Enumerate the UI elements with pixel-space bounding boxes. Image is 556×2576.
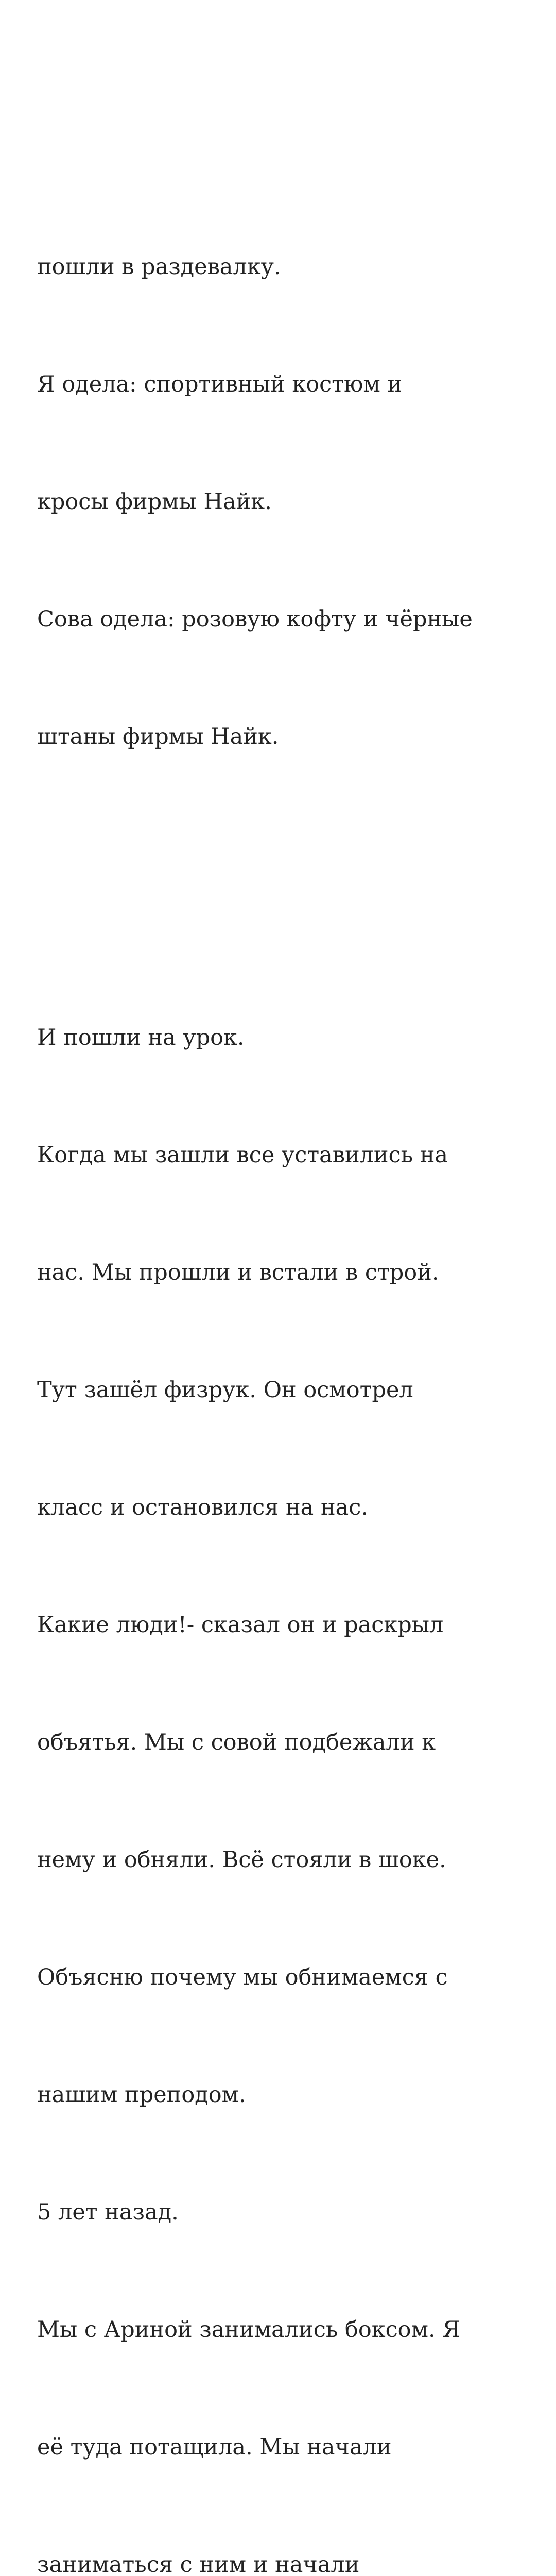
text-line: пошли в раздевалку. bbox=[37, 254, 281, 280]
story-text bbox=[37, 0, 521, 2576]
text-line: кросы фирмы Найк. bbox=[37, 489, 272, 515]
text-line: Сова одела: розовую кофту и чёрные bbox=[37, 606, 473, 632]
text-line: штаны фирмы Найк. bbox=[37, 724, 279, 750]
text-line: Какие люди!- сказал он и раскрыл bbox=[37, 1612, 444, 1638]
text-line: нашим преподом. bbox=[37, 2082, 246, 2108]
text-line: И пошли на урок. bbox=[37, 1025, 245, 1050]
paragraph-2 bbox=[37, 940, 521, 2576]
text-line: Мы с Ариной занимались боксом. Я bbox=[37, 2317, 461, 2343]
paragraph-1 bbox=[37, 52, 521, 835]
text-line: 5 лет назад. bbox=[37, 2199, 179, 2225]
text-line: нас. Мы прошли и встали в строй. bbox=[37, 1260, 439, 1285]
text-line: объятья. Мы с совой подбежали к bbox=[37, 1730, 436, 1755]
text-line: класс и остановился на нас. bbox=[37, 1495, 369, 1520]
text-line: Объясню почему мы обнимаемся с bbox=[37, 1964, 448, 1990]
text-line bbox=[37, 130, 521, 169]
text-line: Я одела: спортивный костюм и bbox=[37, 371, 403, 397]
text-line: Тут зашёл физрук. Он осмотрел bbox=[37, 1377, 413, 1403]
text-line: нему и обняли. Всё стояли в шоке. bbox=[37, 1847, 446, 1873]
text-line: заниматься с ним и начали bbox=[37, 2552, 360, 2576]
text-line: её туда потащила. Мы начали bbox=[37, 2434, 392, 2460]
text-line: Когда мы зашли все уставились на bbox=[37, 1142, 448, 1168]
